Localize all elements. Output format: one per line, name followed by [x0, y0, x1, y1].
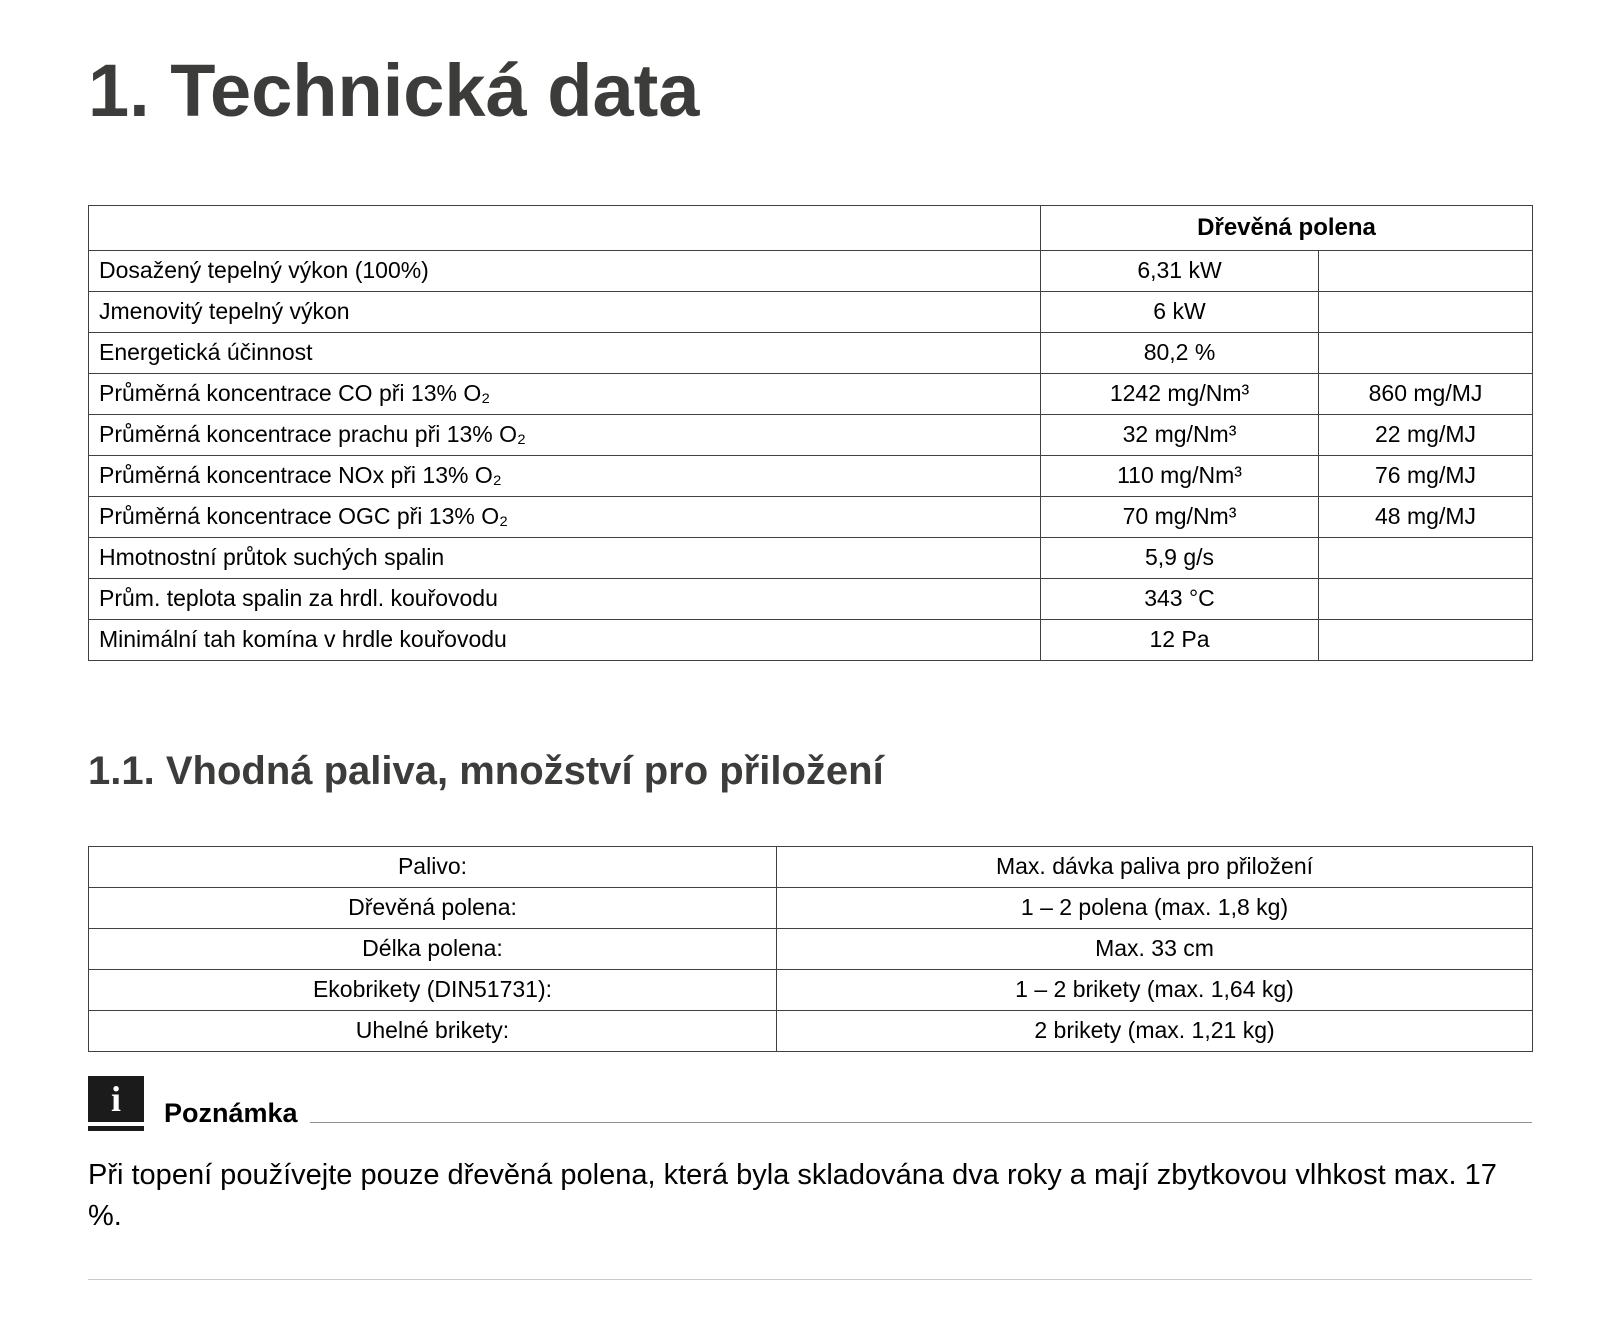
row-label: Prům. teplota spalin za hrdl. kouřovodu — [89, 578, 1041, 619]
table-row — [89, 455, 1533, 496]
fuel-row-label: Ekobrikety (DIN51731): — [89, 969, 777, 1010]
empty-header-cell — [89, 205, 1041, 250]
table-row — [89, 291, 1533, 332]
fuel-table — [88, 846, 1533, 1052]
table-row — [89, 846, 1533, 887]
section-title: 1.1. Vhodná paliva, množství pro přiložení — [88, 748, 884, 793]
info-icon-underline — [88, 1126, 144, 1131]
row-label: Hmotnostní průtok suchých spalin — [89, 537, 1041, 578]
row-label: Minimální tah komína v hrdle kouřovodu — [89, 619, 1041, 660]
row-value-2: 48 mg/MJ — [1319, 496, 1533, 537]
row-value-1: 5,9 g/s — [1041, 537, 1319, 578]
technical-data-table — [88, 205, 1533, 661]
table-row — [89, 414, 1533, 455]
note-header — [88, 1076, 1532, 1131]
row-value-1: 12 Pa — [1041, 619, 1319, 660]
row-value-2 — [1319, 250, 1533, 291]
info-icon — [88, 1076, 144, 1131]
fuel-row-label: Dřevěná polena: — [89, 887, 777, 928]
row-value-1: 343 °C — [1041, 578, 1319, 619]
row-value-1: 6,31 kW — [1041, 250, 1319, 291]
table-row — [89, 332, 1533, 373]
table-row — [89, 969, 1533, 1010]
row-value-2 — [1319, 619, 1533, 660]
table-row — [89, 619, 1533, 660]
table-row — [89, 373, 1533, 414]
fuel-row-label: Palivo: — [89, 846, 777, 887]
row-label: Dosažený tepelný výkon (100%) — [89, 250, 1041, 291]
fuel-row-value: 2 brikety (max. 1,21 kg) — [777, 1010, 1533, 1051]
row-value-2 — [1319, 291, 1533, 332]
table-row — [89, 250, 1533, 291]
row-value-1: 110 mg/Nm³ — [1041, 455, 1319, 496]
row-value-2 — [1319, 332, 1533, 373]
column-header-drevena-polena: Dřevěná polena — [1041, 205, 1533, 250]
table-row — [89, 496, 1533, 537]
row-label: Průměrná koncentrace OGC při 13% O₂ — [89, 496, 1041, 537]
table-row — [89, 887, 1533, 928]
fuel-row-value: Max. dávka paliva pro přiložení — [777, 846, 1533, 887]
row-value-1: 70 mg/Nm³ — [1041, 496, 1319, 537]
row-label: Energetická účinnost — [89, 332, 1041, 373]
info-icon-glyph: i — [88, 1076, 144, 1122]
row-value-1: 80,2 % — [1041, 332, 1319, 373]
note-label: Poznámka — [164, 1097, 298, 1128]
note-rule-line — [310, 1122, 1532, 1123]
page-title: 1. Technická data — [88, 49, 700, 132]
table-row — [89, 537, 1533, 578]
table-row — [89, 928, 1533, 969]
row-value-1: 32 mg/Nm³ — [1041, 414, 1319, 455]
row-value-2 — [1319, 537, 1533, 578]
row-value-2 — [1319, 578, 1533, 619]
row-label: Průměrná koncentrace NOx při 13% O₂ — [89, 455, 1041, 496]
row-value-1: 6 kW — [1041, 291, 1319, 332]
table-row — [89, 1010, 1533, 1051]
fuel-row-label: Uhelné brikety: — [89, 1010, 777, 1051]
row-label: Jmenovitý tepelný výkon — [89, 291, 1041, 332]
fuel-row-value: 1 – 2 polena (max. 1,8 kg) — [777, 887, 1533, 928]
row-label: Průměrná koncentrace prachu při 13% O₂ — [89, 414, 1041, 455]
page-bottom-divider — [88, 1279, 1532, 1280]
row-value-2: 22 mg/MJ — [1319, 414, 1533, 455]
tech-table-header-row — [89, 205, 1533, 250]
row-label: Průměrná koncentrace CO při 13% O₂ — [89, 373, 1041, 414]
fuel-row-value: Max. 33 cm — [777, 928, 1533, 969]
row-value-2: 76 mg/MJ — [1319, 455, 1533, 496]
row-value-1: 1242 mg/Nm³ — [1041, 373, 1319, 414]
note-text: Při topení používejte pouze dřevěná polena, která byla skladována dva roky a mají zbytkovou vlhkost max. 17 %. — [88, 1158, 1497, 1233]
row-value-2: 860 mg/MJ — [1319, 373, 1533, 414]
table-row — [89, 578, 1533, 619]
fuel-row-label: Délka polena: — [89, 928, 777, 969]
fuel-row-value: 1 – 2 brikety (max. 1,64 kg) — [777, 969, 1533, 1010]
